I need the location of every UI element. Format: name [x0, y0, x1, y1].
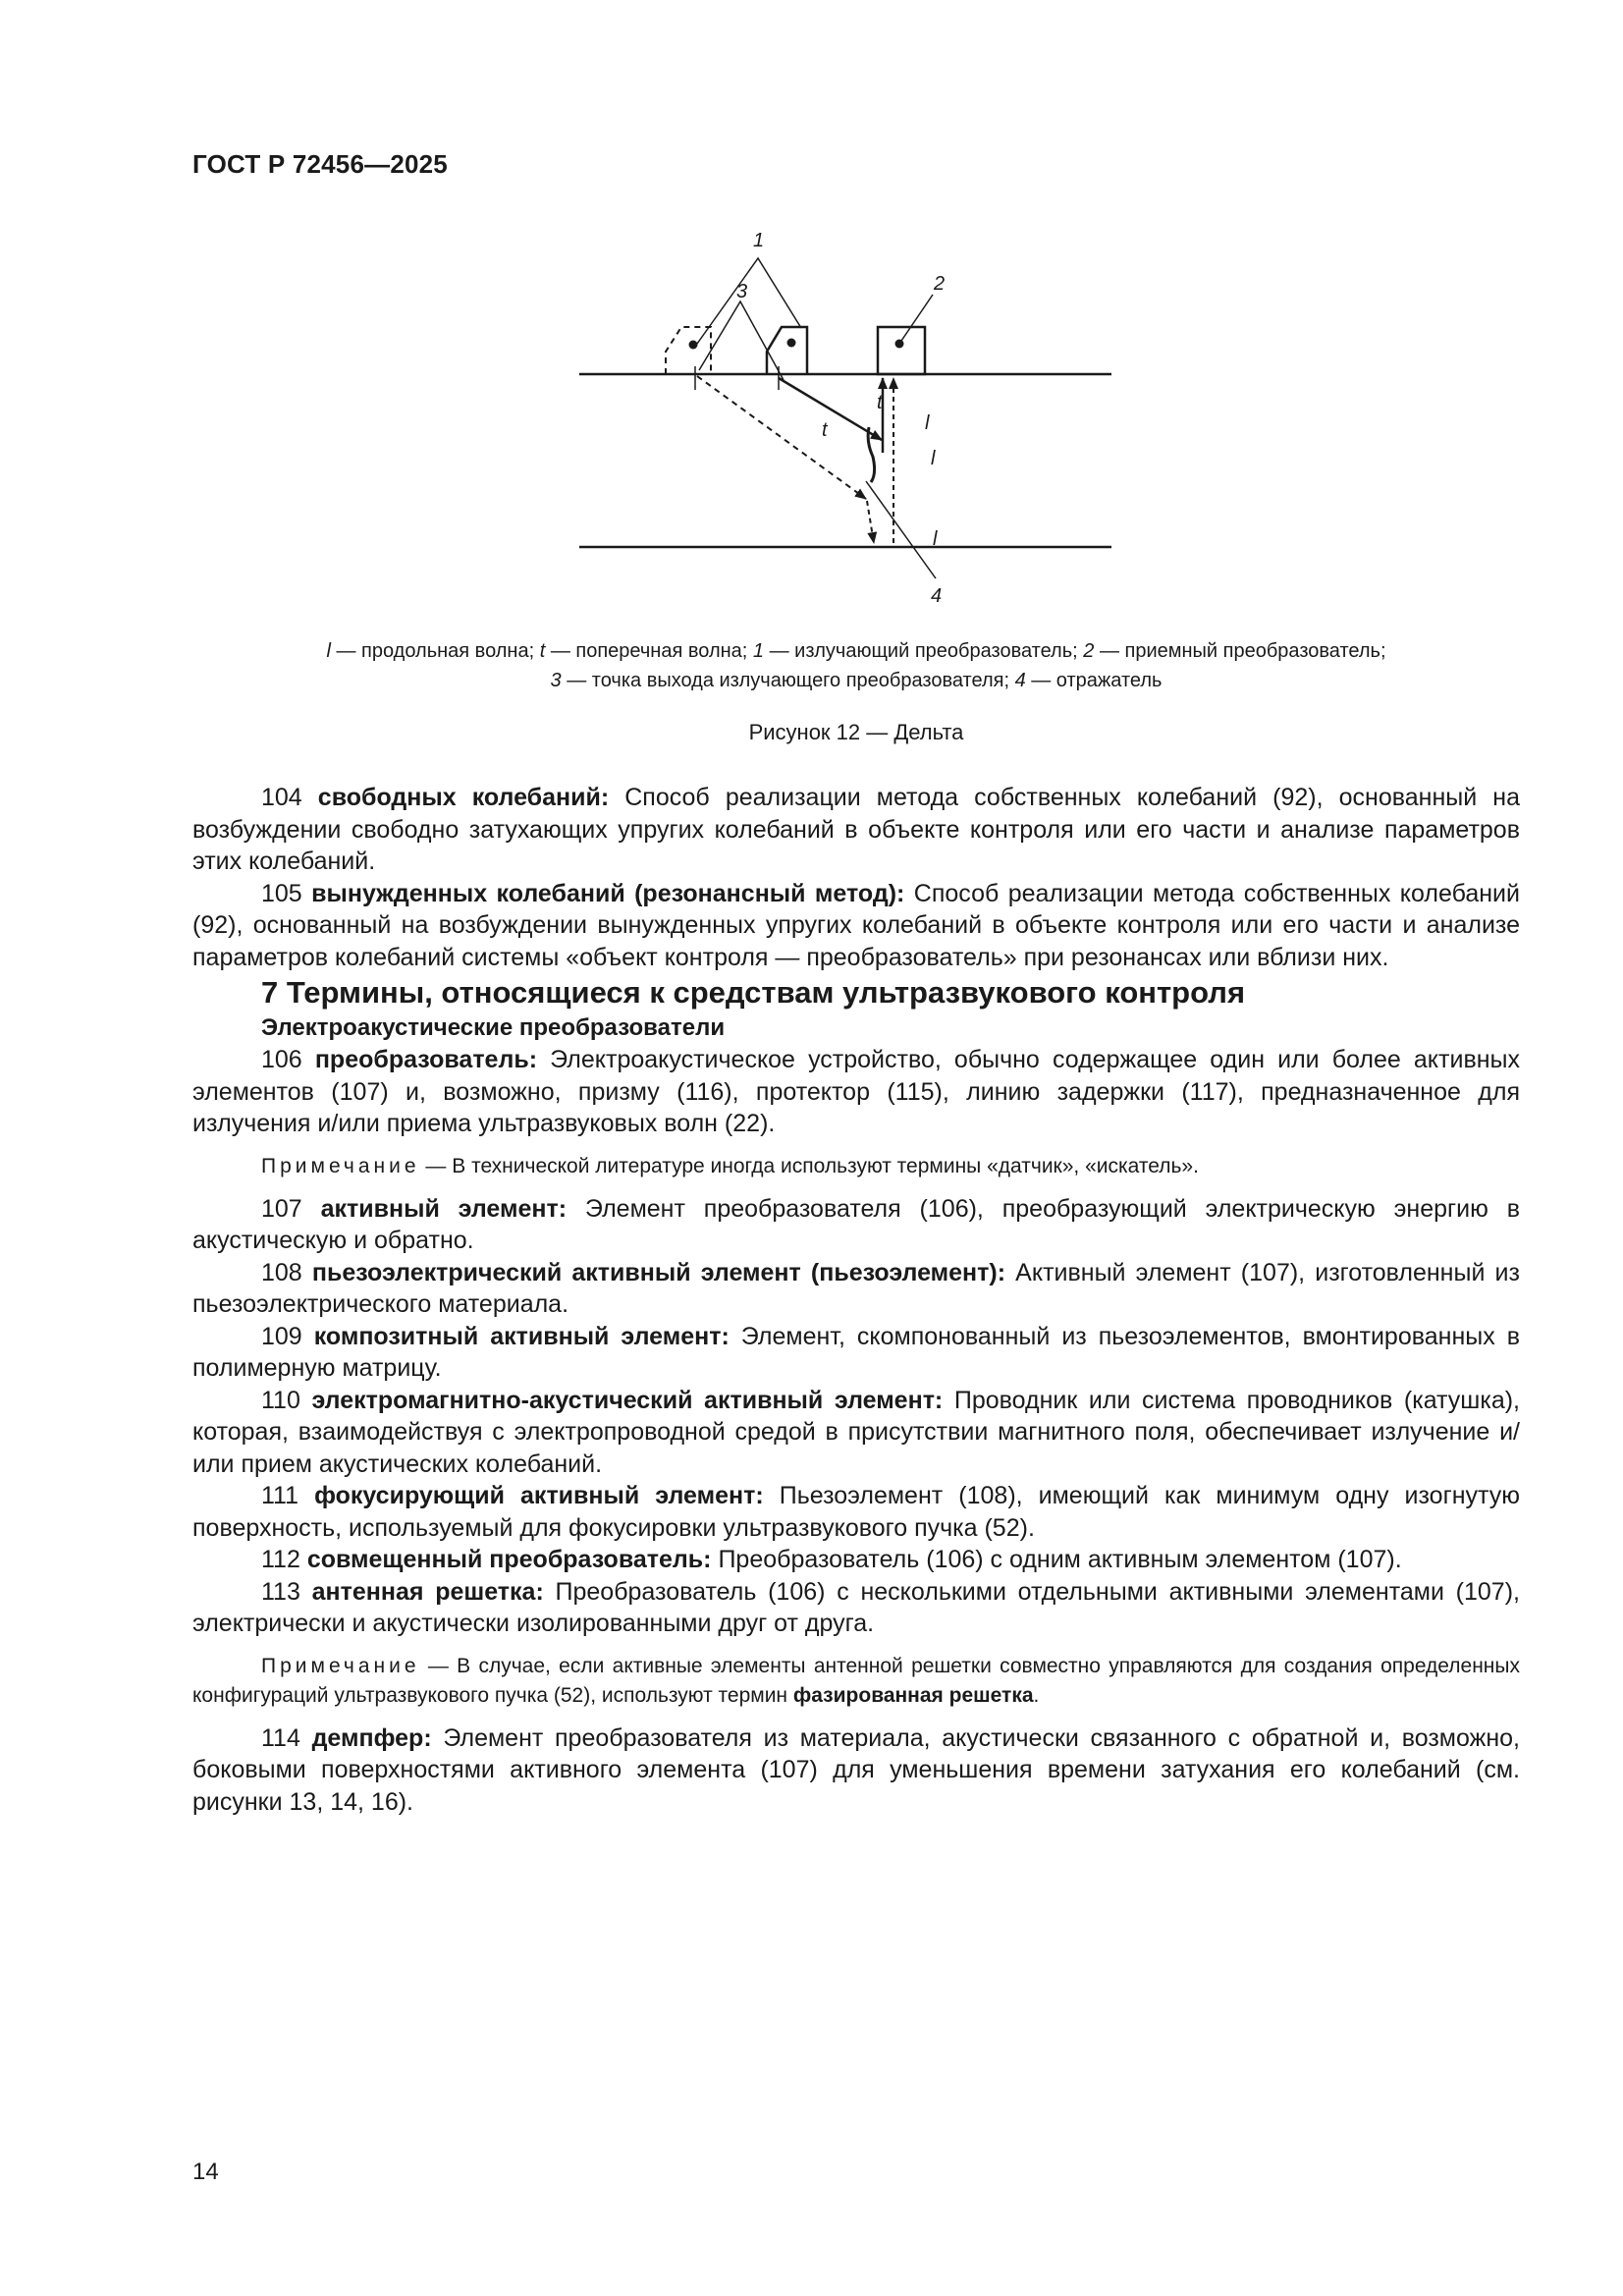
term-definition: Элемент преобразователя (106), преобразующий электрическую энергию в акустическую и обратно.	[192, 1194, 1520, 1254]
term-number: 109	[261, 1322, 314, 1350]
term-title: вынужденных колебаний (резонансный метод):	[311, 879, 905, 907]
legend-line-2	[192, 666, 1520, 695]
legend-text: — отражатель	[1025, 670, 1163, 691]
term-definition: Преобразователь (106) с несколькими отдельными активными элементами (107), электрически и акустически изолированными друг от друга.	[192, 1577, 1520, 1637]
term-definition: Активный элемент (107), изготовленный из пьезоэлектрического материала.	[192, 1258, 1520, 1318]
label-1: 1	[753, 230, 765, 251]
term-106	[192, 1044, 1520, 1140]
term-definition: Элемент преобразователя из материала, акустически связанного с обратной и, возможно, боковыми поверхностями активного элемента (107) для уменьшения времени затухания его колебаний (см. рисунки 13, 14, 16).	[192, 1723, 1520, 1816]
note-end: .	[1033, 1683, 1040, 1707]
label-4: 4	[931, 585, 943, 607]
leader-1	[697, 258, 801, 344]
term-number: 105	[261, 879, 312, 907]
legend-sym: t	[539, 640, 546, 662]
legend-sym: l	[326, 640, 331, 662]
term-108	[192, 1257, 1520, 1321]
term-number: 107	[261, 1194, 321, 1223]
legend-sym: 1	[752, 640, 765, 662]
leader-4	[866, 481, 936, 578]
figure-caption: Рисунок 12 — Дельта	[748, 720, 964, 744]
term-number: 111	[261, 1482, 315, 1509]
term-111	[192, 1480, 1520, 1544]
figure-12-delta	[550, 221, 1139, 614]
legend-text: — точка выхода излучающего преобразователя;	[561, 670, 1015, 691]
label-l-left: l	[931, 448, 936, 469]
term-definition: Электроакустическое устройство, обычно содержащее один или более активных элементов (107) и, возможно, призму (116), протектор (115), линию задержки (117), предназначенное для излучения и/или приема ультразвуковых волн (22).	[192, 1046, 1520, 1137]
term-definition: Способ реализации метода собственных колебаний (92), основанный на возбуждении вынужденных упругих колебаний в объекте контроля или его части и анализе параметров колебаний системы «объект контроля — преобразователь» при резонансах или вблизи них.	[192, 879, 1520, 971]
term-title: совмещенный преобразователь:	[306, 1546, 712, 1573]
note-term: фазированная решетка	[792, 1683, 1034, 1707]
term-title: композитный активный элемент:	[313, 1322, 730, 1350]
page-number: 14	[192, 2159, 219, 2185]
emitter-dot	[787, 339, 796, 348]
transverse-wave-dashed	[697, 376, 866, 499]
term-number: 108	[261, 1258, 312, 1286]
note-text: — В случае, если активные элементы антенной решетки совместно управляются для создания определенных конфигураций ультразвукового пучка (52), используют термин	[192, 1654, 1520, 1707]
legend-sym: 4	[1014, 670, 1026, 691]
term-number: 110	[261, 1386, 312, 1414]
receiver-outline	[878, 327, 925, 374]
term-number: 113	[261, 1577, 312, 1606]
legend-text: — приемный преобразователь;	[1094, 640, 1386, 662]
term-title: активный элемент:	[320, 1194, 568, 1223]
term-110	[192, 1385, 1520, 1481]
term-definition: Преобразователь (106) с одним активным элементом (107).	[711, 1546, 1402, 1573]
longitudinal-wave-dashed-down	[867, 501, 874, 543]
term-number: 112	[261, 1546, 307, 1573]
term-definition: Способ реализации метода собственных колебаний (92), основанный на возбуждении свободно затухающих упругих колебаний в объекте контроля или его части и анализе параметров этих колебаний.	[192, 784, 1520, 875]
legend-sym: 3	[550, 670, 562, 691]
term-definition: Пьезоэлемент (108), имеющий как минимум одну изогнутую поверхность, используемый для фокусировки ультразвукового пучка (52).	[192, 1482, 1520, 1542]
term-title: демпфер:	[311, 1723, 432, 1752]
note-label: Примечание	[261, 1154, 420, 1177]
label-2: 2	[934, 273, 946, 295]
term-title: пьезоэлектрический активный элемент (пьезоэлемент):	[311, 1258, 1006, 1286]
legend-text: — излучающий преобразователь;	[764, 640, 1084, 662]
legend-text: — поперечная волна;	[545, 640, 753, 662]
term-title: преобразователь:	[314, 1046, 538, 1073]
legend-line-1	[192, 636, 1520, 666]
delta-diagram	[550, 221, 1139, 614]
note-1	[192, 1152, 1520, 1181]
label-t-solid: t	[877, 392, 883, 413]
document-body	[192, 782, 1520, 1818]
note-text: — В технической литературе иногда используют термины «датчик», «искатель».	[419, 1154, 1199, 1177]
term-114	[192, 1722, 1520, 1819]
subsection-heading: Электроакустические преобразователи	[261, 1014, 726, 1041]
document-header: ГОСТ Р 72456—2025	[192, 149, 448, 179]
term-109	[192, 1321, 1520, 1385]
term-title: антенная решетка:	[311, 1577, 544, 1606]
term-113	[192, 1576, 1520, 1640]
term-112	[192, 1544, 1520, 1576]
note-2	[192, 1652, 1520, 1711]
legend-text: — продольная волна;	[330, 640, 540, 662]
figure-legend	[192, 636, 1520, 695]
section-heading: 7 Термины, относящиеся к средствам ультразвукового контроля	[261, 975, 1246, 1010]
legend-sym: 2	[1083, 640, 1095, 662]
label-t-dashed: t	[822, 419, 828, 441]
term-title: электромагнитно-акустический активный элемент:	[311, 1386, 944, 1414]
term-definition: Проводник или система проводников (катушка), которая, взаимодействуя с электропроводной средой в присутствии магнитного поля, обеспечивает излучение и/или прием акустических колебаний.	[192, 1386, 1520, 1478]
term-107	[192, 1193, 1520, 1257]
dashed-emitter-dot	[689, 341, 698, 350]
emitter-outline	[767, 327, 807, 374]
term-105	[192, 878, 1520, 974]
term-number: 106	[261, 1046, 315, 1073]
leader-2	[899, 295, 933, 344]
term-number: 114	[261, 1723, 312, 1752]
term-number: 104	[261, 784, 318, 811]
term-title: свободных колебаний:	[317, 784, 610, 811]
term-title: фокусирующий активный элемент:	[314, 1482, 764, 1509]
term-definition: Элемент, скомпонованный из пьезоэлементов, вмонтированных в полимерную матрицу.	[192, 1322, 1520, 1382]
transverse-wave-solid	[779, 378, 882, 440]
label-3: 3	[736, 281, 748, 302]
note-label: Примечание	[261, 1654, 420, 1677]
label-l-upper: l	[925, 412, 930, 434]
term-104	[192, 782, 1520, 878]
label-l-lower: l	[933, 528, 938, 550]
